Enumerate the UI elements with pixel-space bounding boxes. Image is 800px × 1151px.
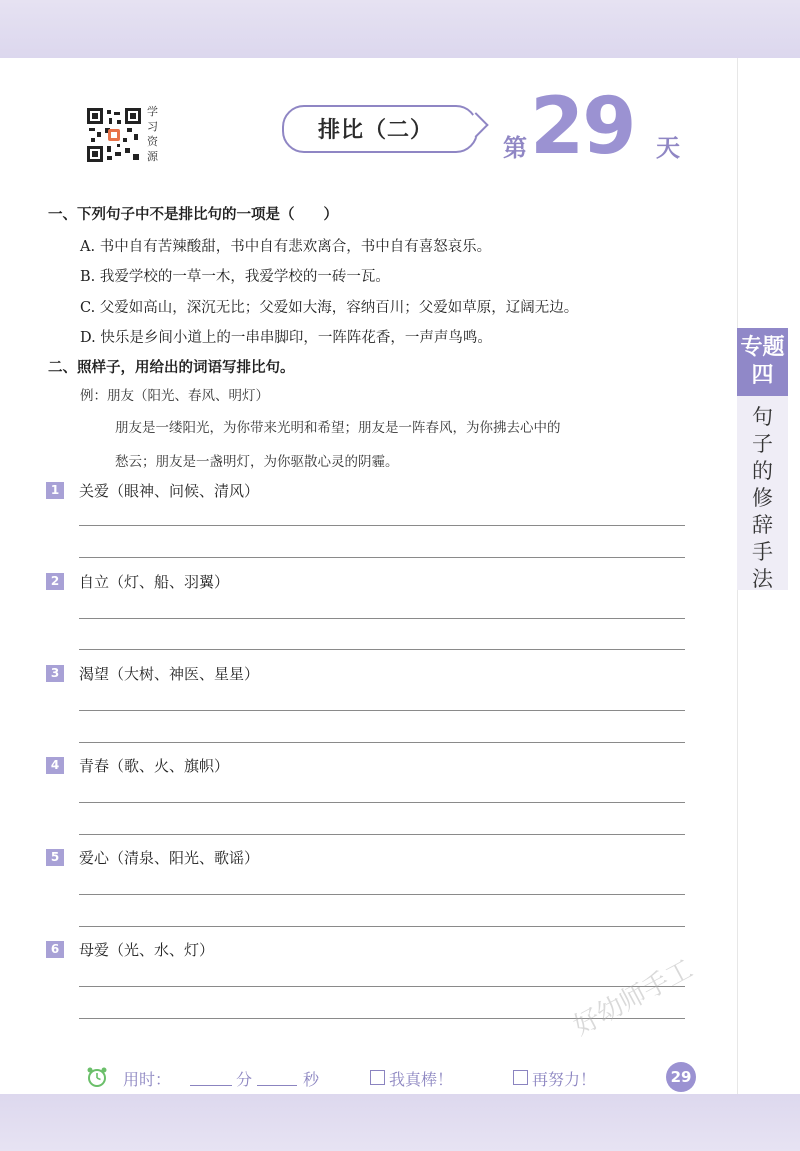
seconds-unit: 秒 (303, 1070, 320, 1089)
qr-caption: 学习资源 (147, 105, 158, 163)
question-prompt: 青春（歌、火、旗帜） (79, 757, 230, 775)
question-prompt: 爱心（清泉、阳光、歌谣） (79, 849, 260, 867)
seconds-blank[interactable] (257, 1085, 297, 1086)
question-number-badge: 2 (46, 573, 64, 590)
day-suffix: 天 (656, 133, 680, 162)
answer-line[interactable] (79, 834, 685, 835)
watermark: 好幼师手工 (568, 954, 698, 1042)
question-number-badge: 3 (46, 665, 64, 682)
answer-line[interactable] (79, 557, 685, 558)
lesson-title: 排比（二） (318, 118, 434, 143)
chapter-title-vertical (737, 404, 788, 593)
section1-title: 一、下列句子中不是排比句的一项是（ ） (48, 207, 338, 223)
alarm-clock-icon (86, 1066, 108, 1088)
option-d[interactable]: D. 快乐是乡间小道上的一串串脚印，一阵阵花香，一声声鸟鸣。 (80, 330, 492, 346)
day-prefix: 第 (503, 133, 527, 162)
question-prompt: 母爱（光、水、灯） (79, 941, 215, 959)
answer-line[interactable] (79, 926, 685, 927)
topic-label-line1: 专题 (740, 334, 785, 360)
option-b[interactable]: B. 我爱学校的一草一木，我爱学校的一砖一瓦。 (80, 269, 390, 285)
option-a[interactable]: A. 书中自有苦辣酸甜，书中自有悲欢离合，书中自有喜怒哀乐。 (80, 239, 492, 255)
question-number-badge: 5 (46, 849, 64, 866)
top-color-band (0, 0, 800, 58)
answer-line[interactable] (79, 525, 685, 526)
example-line2: 愁云；朋友是一盏明灯，为你驱散心灵的阴霾。 (115, 454, 399, 470)
try-again-checkbox[interactable] (513, 1070, 528, 1085)
try-again-label: 再努力！ (532, 1070, 597, 1089)
answer-line[interactable] (79, 710, 685, 711)
question-number-badge: 4 (46, 757, 64, 774)
chapter-char: 的 (752, 459, 773, 483)
bottom-color-band (0, 1094, 800, 1151)
question-prompt: 关爱（眼神、问候、清风） (79, 482, 260, 500)
answer-line[interactable] (79, 649, 685, 650)
question-prompt: 自立（灯、船、羽翼） (79, 573, 230, 591)
chapter-char: 手 (752, 540, 773, 564)
great-label: 我真棒！ (389, 1070, 454, 1089)
answer-line[interactable] (79, 986, 685, 987)
chapter-char: 法 (752, 567, 773, 591)
chapter-char: 子 (752, 432, 773, 456)
chapter-char: 辞 (752, 513, 773, 537)
minutes-unit: 分 (236, 1070, 253, 1089)
topic-label-line2: 四 (751, 362, 774, 388)
option-c[interactable]: C. 父爱如高山，深沉无比；父爱如大海，容纳百川；父爱如草原，辽阔无边。 (80, 300, 579, 316)
time-label: 用时： (123, 1070, 172, 1089)
minutes-blank[interactable] (190, 1085, 232, 1086)
question-number-badge: 1 (46, 482, 64, 499)
day-number: 29 (530, 82, 635, 172)
example-label: 例：朋友（阳光、春风、明灯） (80, 388, 269, 404)
chapter-side-tab (737, 328, 788, 590)
answer-line[interactable] (79, 742, 685, 743)
section2-title: 二、照样子，用给出的词语写排比句。 (48, 360, 295, 376)
page-number: 29 (666, 1062, 696, 1092)
answer-line[interactable] (79, 894, 685, 895)
great-checkbox[interactable] (370, 1070, 385, 1085)
answer-line[interactable] (79, 618, 685, 619)
example-line1: 朋友是一缕阳光，为你带来光明和希望；朋友是一阵春风，为你拂去心中的 (115, 420, 561, 436)
qr-code-icon[interactable] (87, 108, 141, 162)
question-prompt: 渴望（大树、神医、星星） (79, 665, 260, 683)
answer-line[interactable] (79, 802, 685, 803)
chapter-char: 句 (752, 405, 773, 429)
chapter-char: 修 (752, 486, 773, 510)
question-number-badge: 6 (46, 941, 64, 958)
topic-tab-header (737, 328, 788, 396)
